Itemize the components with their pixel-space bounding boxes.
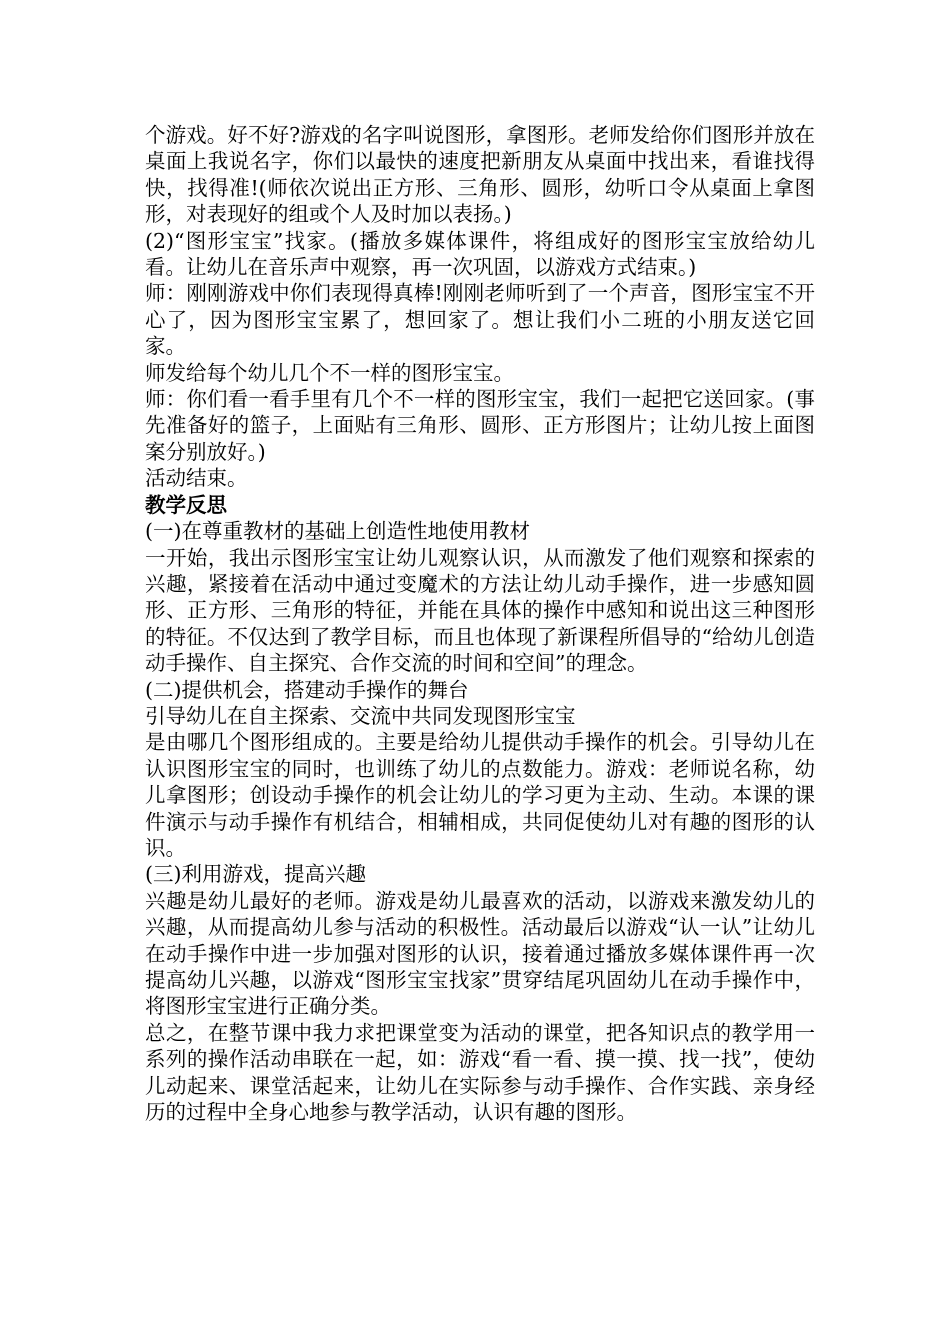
- paragraph-reflection-3: 兴趣是幼儿最好的老师。游戏是幼儿最喜欢的活动，以游戏来激发幼儿的兴趣，从而提高幼儿参与活动的积极性。活动最后以游戏“认一认”让幼儿在动手操作中进一步加强对图形的认识，接着通过播放多媒体课件再一次提高幼儿兴趣，以游戏“图形宝宝找家”贯穿结尾巩固幼儿在动手操作中，将图形宝宝进行正确分类。: [145, 888, 815, 1019]
- paragraph-distribute-shapes: 师发给每个幼儿几个不一样的图形宝宝。: [145, 360, 514, 385]
- paragraph-conclusion: 总之，在整节课中我力求把课堂变为活动的课堂，把各知识点的教学用一系列的操作活动串联在一起，如：游戏“看一看、摸一摸、找一找”，使幼儿动起来、课堂活起来，让幼儿在实际参与动手操作、合作实践、亲身经历的过程中全身心地参与教学活动，认识有趣的图形。: [145, 1020, 815, 1125]
- paragraph-shape-find-home: (2)“图形宝宝”找家。(播放多媒体课件，将组成好的图形宝宝放给幼儿看。让幼儿在音乐声中观察，再一次巩固，以游戏方式结束。): [145, 228, 815, 280]
- subsection-title-1: (一)在尊重教材的基础上创造性地使用教材: [145, 519, 530, 544]
- subsection-title-3: (三)利用游戏，提高兴趣: [145, 862, 366, 887]
- paragraph-teacher-praise: 师：刚刚游戏中你们表现得真棒!刚刚老师听到了一个声音，图形宝宝不开心了，因为图形宝宝累了，想回家了。想让我们小二班的小朋友送它回家。: [145, 281, 815, 359]
- subsection-title-2: (二)提供机会，搭建动手操作的舞台: [145, 677, 469, 702]
- paragraph-game-instructions: 个游戏。好不好?游戏的名字叫说图形，拿图形。老师发给你们图形并放在桌面上我说名字，你们以最快的速度把新朋友从桌面中找出来，看谁找得快，找得准!(师依次说出正方形、三角形、圆形，幼听口令从桌面上拿图形，对表现好的组或个人及时加以表扬。): [145, 123, 815, 227]
- section-heading-reflection: 教学反思: [145, 492, 227, 517]
- paragraph-reflection-2: 是由哪几个图形组成的。主要是给幼儿提供动手操作的机会。引导幼儿在认识图形宝宝的同时，也训练了幼儿的点数能力。游戏：老师说名称，幼儿拿图形；创设动手操作的机会让幼儿的学习更为主动、生动。本课的课件演示与动手操作有机结合，相辅相成，共同促使幼儿对有趣的图形的认识。: [145, 730, 815, 860]
- paragraph-activity-end: 活动结束。: [145, 466, 248, 491]
- paragraph-send-home: 师：你们看一看手里有几个不一样的图形宝宝，我们一起把它送回家。(事先准备好的篮子，上面贴有三角形、圆形、正方形图片；让幼儿按上面图案分别放好。): [145, 387, 815, 464]
- paragraph-guide-explore: 引导幼儿在自主探索、交流中共同发现图形宝宝: [145, 703, 576, 728]
- paragraph-reflection-1: 一开始，我出示图形宝宝让幼儿观察认识，从而激发了他们观察和探索的兴趣，紧接着在活动中通过变魔术的方法让幼儿动手操作，进一步感知圆形、正方形、三角形的特征，并能在具体的操作中感知和说出这三种图形的特征。不仅达到了教学目标，而且也体现了新课程所倡导的“给幼儿创造动手操作、自主探究、合作交流的时间和空间”的理念。: [145, 545, 815, 676]
- document-body: [145, 122, 815, 1125]
